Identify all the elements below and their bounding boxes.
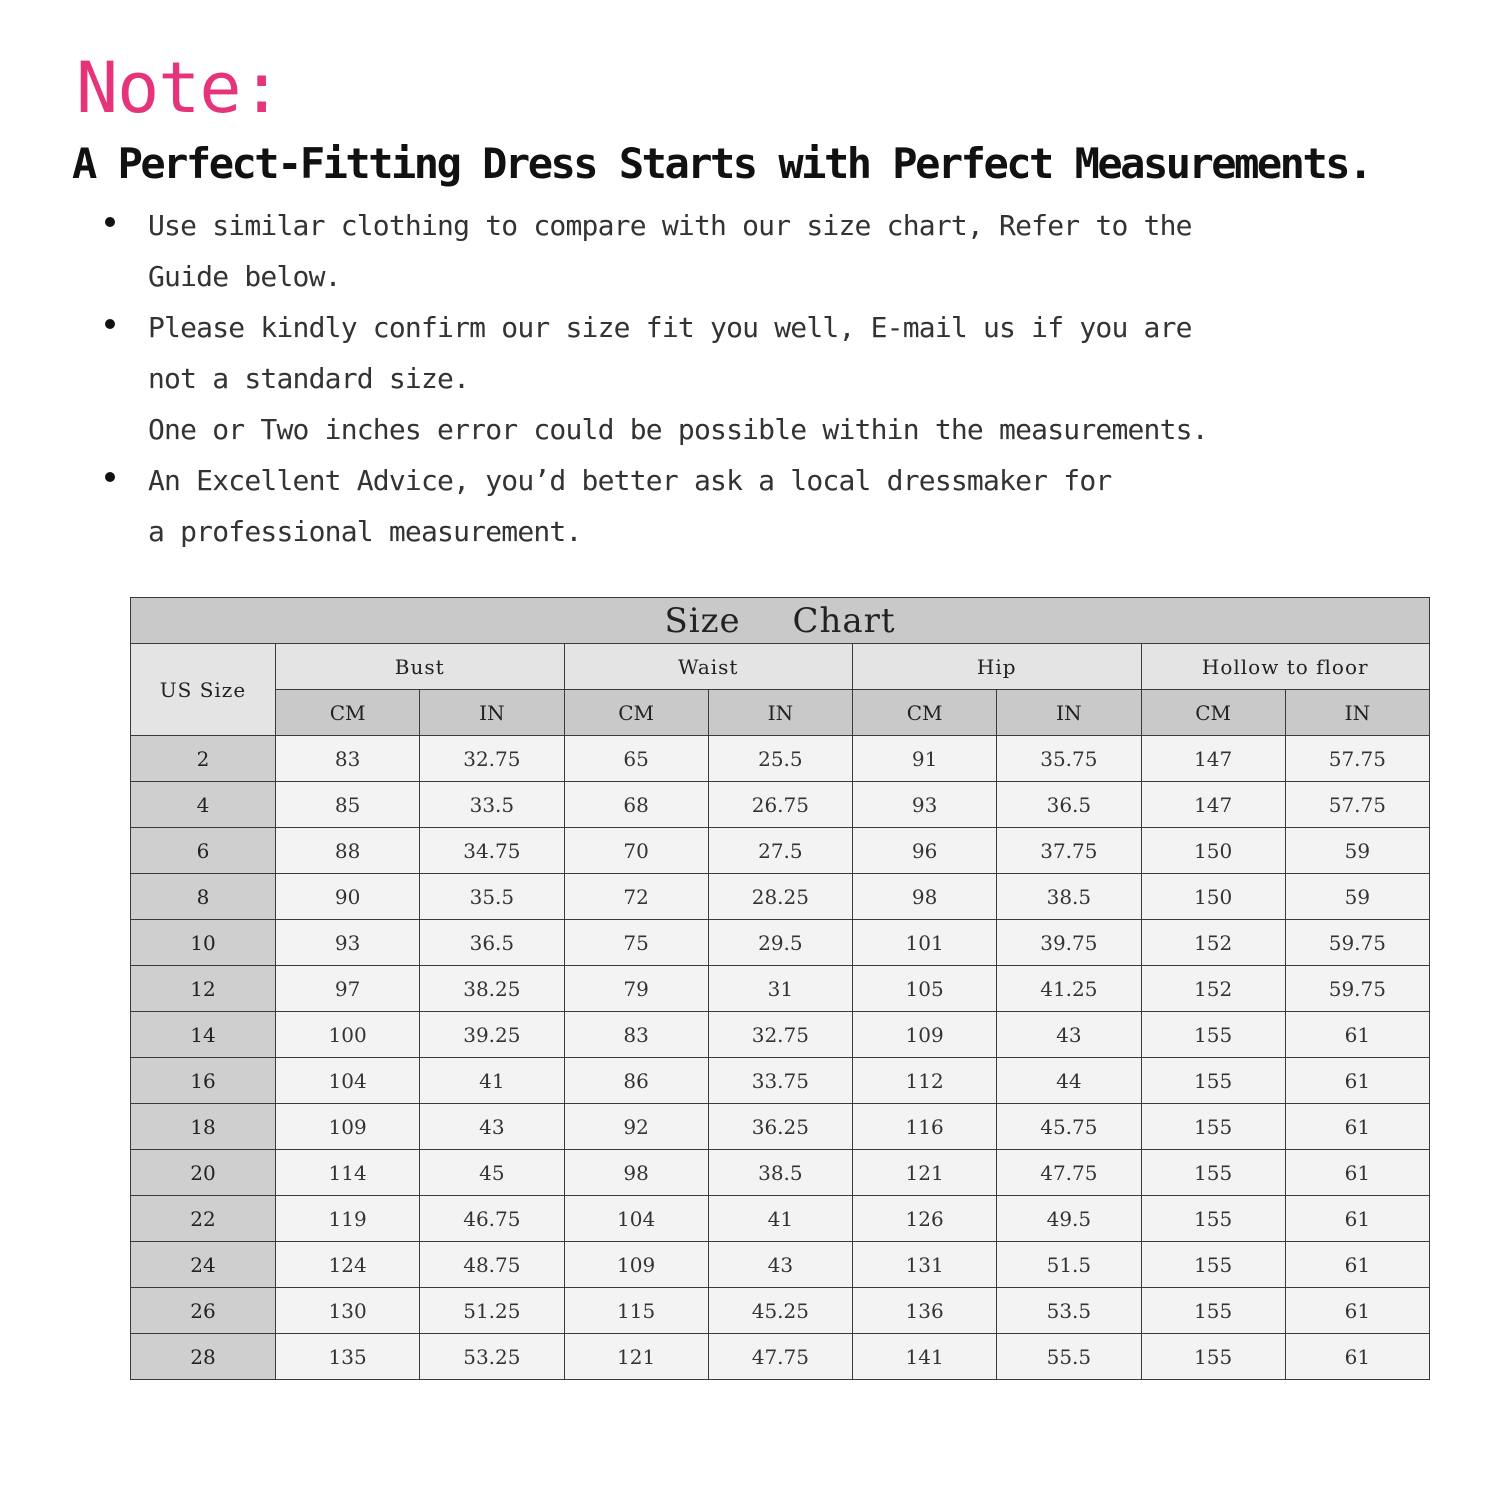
- unit-header-cm: CM: [276, 690, 420, 736]
- measurement-cell: 32.75: [420, 736, 564, 782]
- bullet-line: not a standard size.: [148, 362, 470, 395]
- measurement-cell: 38.5: [708, 1150, 852, 1196]
- us-size-cell: 22: [131, 1196, 276, 1242]
- measurement-cell: 155: [1141, 1104, 1285, 1150]
- measurement-cell: 29.5: [708, 920, 852, 966]
- measurement-cell: 37.75: [997, 828, 1141, 874]
- unit-header-cm: CM: [1141, 690, 1285, 736]
- measurement-cell: 26.75: [708, 782, 852, 828]
- measurement-cell: 104: [564, 1196, 708, 1242]
- bullet-line: Please kindly confirm our size fit you well, E-mail us if you are: [148, 311, 1192, 344]
- measurement-cell: 57.75: [1285, 736, 1429, 782]
- measurement-cell: 150: [1141, 828, 1285, 874]
- us-size-cell: 6: [131, 828, 276, 874]
- note-title: Note:: [76, 47, 282, 129]
- measurement-cell: 121: [564, 1334, 708, 1380]
- unit-header-in: IN: [1285, 690, 1429, 736]
- measurement-cell: 39.25: [420, 1012, 564, 1058]
- measurement-cell: 83: [564, 1012, 708, 1058]
- measurement-cell: 47.75: [997, 1150, 1141, 1196]
- measurement-cell: 28.25: [708, 874, 852, 920]
- measurement-cell: 83: [276, 736, 420, 782]
- measurement-cell: 91: [853, 736, 997, 782]
- measurement-cell: 59.75: [1285, 920, 1429, 966]
- measurement-cell: 32.75: [708, 1012, 852, 1058]
- unit-header-in: IN: [708, 690, 852, 736]
- size-chart: [130, 597, 1430, 1380]
- measurement-cell: 61: [1285, 1104, 1429, 1150]
- guidance-list: [105, 200, 1285, 557]
- measurement-cell: 147: [1141, 736, 1285, 782]
- measurement-cell: 115: [564, 1288, 708, 1334]
- table-row: [131, 1334, 1430, 1380]
- measurement-cell: 109: [853, 1012, 997, 1058]
- measurement-cell: 59.75: [1285, 966, 1429, 1012]
- measurement-cell: 68: [564, 782, 708, 828]
- headline: A Perfect-Fitting Dress Starts with Perfect Measurements.: [72, 139, 1371, 188]
- measurement-cell: 116: [853, 1104, 997, 1150]
- measurement-cell: 124: [276, 1242, 420, 1288]
- table-row: [131, 736, 1430, 782]
- bust-header: Bust: [276, 644, 565, 690]
- measurement-cell: 114: [276, 1150, 420, 1196]
- measurement-cell: 155: [1141, 1334, 1285, 1380]
- measurement-cell: 155: [1141, 1150, 1285, 1196]
- measurement-cell: 31: [708, 966, 852, 1012]
- measurement-cell: 45: [420, 1150, 564, 1196]
- measurement-cell: 36.5: [420, 920, 564, 966]
- measurement-cell: 155: [1141, 1058, 1285, 1104]
- bullet-line: Guide below.: [148, 260, 341, 293]
- bullet-line: An Excellent Advice, you’d better ask a local dressmaker for: [148, 464, 1112, 497]
- measurement-cell: 33.75: [708, 1058, 852, 1104]
- us-size-cell: 14: [131, 1012, 276, 1058]
- hollow-to-floor-header: Hollow to floor: [1141, 644, 1430, 690]
- measurement-cell: 35.5: [420, 874, 564, 920]
- measurement-cell: 46.75: [420, 1196, 564, 1242]
- measurement-cell: 98: [853, 874, 997, 920]
- measurement-cell: 92: [564, 1104, 708, 1150]
- table-row: [131, 874, 1430, 920]
- measurement-cell: 130: [276, 1288, 420, 1334]
- measurement-cell: 33.5: [420, 782, 564, 828]
- bullet-item: [105, 302, 1285, 455]
- measurement-cell: 44: [997, 1058, 1141, 1104]
- measurement-cell: 38.25: [420, 966, 564, 1012]
- unit-header-row: [131, 690, 1430, 736]
- measurement-cell: 49.5: [997, 1196, 1141, 1242]
- measurement-cell: 136: [853, 1288, 997, 1334]
- measurement-cell: 100: [276, 1012, 420, 1058]
- measurement-cell: 61: [1285, 1288, 1429, 1334]
- measurement-cell: 90: [276, 874, 420, 920]
- measurement-cell: 36.25: [708, 1104, 852, 1150]
- table-row: [131, 828, 1430, 874]
- bullet-dot-icon: [105, 319, 115, 329]
- table-row: [131, 1058, 1430, 1104]
- measurement-cell: 96: [853, 828, 997, 874]
- measurement-cell: 61: [1285, 1196, 1429, 1242]
- measurement-cell: 105: [853, 966, 997, 1012]
- measurement-cell: 141: [853, 1334, 997, 1380]
- measurement-cell: 65: [564, 736, 708, 782]
- table-row: [131, 1242, 1430, 1288]
- us-size-cell: 26: [131, 1288, 276, 1334]
- measurement-cell: 59: [1285, 874, 1429, 920]
- measurement-cell: 104: [276, 1058, 420, 1104]
- measurement-cell: 41.25: [997, 966, 1141, 1012]
- table-row: [131, 782, 1430, 828]
- us-size-cell: 20: [131, 1150, 276, 1196]
- bullet-dot-icon: [105, 472, 115, 482]
- measurement-cell: 109: [276, 1104, 420, 1150]
- measurement-cell: 53.5: [997, 1288, 1141, 1334]
- measurement-cell: 61: [1285, 1242, 1429, 1288]
- measurement-cell: 51.5: [997, 1242, 1141, 1288]
- measurement-cell: 93: [853, 782, 997, 828]
- measurement-cell: 53.25: [420, 1334, 564, 1380]
- measurement-cell: 147: [1141, 782, 1285, 828]
- us-size-cell: 12: [131, 966, 276, 1012]
- table-row: [131, 1288, 1430, 1334]
- us-size-cell: 8: [131, 874, 276, 920]
- bullet-item: [105, 200, 1285, 302]
- measurement-cell: 121: [853, 1150, 997, 1196]
- waist-header: Waist: [564, 644, 853, 690]
- measurement-cell: 25.5: [708, 736, 852, 782]
- hip-header: Hip: [853, 644, 1142, 690]
- measurement-cell: 70: [564, 828, 708, 874]
- measurement-cell: 27.5: [708, 828, 852, 874]
- us-size-header: US Size: [131, 644, 276, 736]
- measurement-cell: 152: [1141, 966, 1285, 1012]
- measurement-cell: 61: [1285, 1012, 1429, 1058]
- measurement-cell: 131: [853, 1242, 997, 1288]
- us-size-cell: 2: [131, 736, 276, 782]
- measurement-cell: 93: [276, 920, 420, 966]
- measurement-cell: 75: [564, 920, 708, 966]
- measurement-cell: 109: [564, 1242, 708, 1288]
- measurement-cell: 41: [420, 1058, 564, 1104]
- us-size-cell: 24: [131, 1242, 276, 1288]
- measurement-cell: 135: [276, 1334, 420, 1380]
- us-size-cell: 10: [131, 920, 276, 966]
- measurement-cell: 41: [708, 1196, 852, 1242]
- measurement-cell: 119: [276, 1196, 420, 1242]
- unit-header-cm: CM: [853, 690, 997, 736]
- table-row: [131, 1104, 1430, 1150]
- measurement-cell: 47.75: [708, 1334, 852, 1380]
- measurement-cell: 112: [853, 1058, 997, 1104]
- measurement-cell: 79: [564, 966, 708, 1012]
- table-row: [131, 1012, 1430, 1058]
- measurement-cell: 155: [1141, 1012, 1285, 1058]
- measurement-cell: 155: [1141, 1288, 1285, 1334]
- measurement-cell: 34.75: [420, 828, 564, 874]
- bullet-line: One or Two inches error could be possible within the measurements.: [148, 413, 1208, 446]
- us-size-cell: 4: [131, 782, 276, 828]
- measurement-cell: 155: [1141, 1196, 1285, 1242]
- unit-header-in: IN: [420, 690, 564, 736]
- measurement-cell: 48.75: [420, 1242, 564, 1288]
- measurement-cell: 43: [420, 1104, 564, 1150]
- bullet-dot-icon: [105, 217, 115, 227]
- size-chart-caption: Size Chart: [131, 598, 1430, 644]
- measurement-cell: 45.25: [708, 1288, 852, 1334]
- measurement-cell: 86: [564, 1058, 708, 1104]
- table-row: [131, 1196, 1430, 1242]
- table-row: [131, 1150, 1430, 1196]
- measurement-cell: 38.5: [997, 874, 1141, 920]
- measurement-cell: 97: [276, 966, 420, 1012]
- us-size-cell: 16: [131, 1058, 276, 1104]
- us-size-cell: 28: [131, 1334, 276, 1380]
- measurement-cell: 61: [1285, 1150, 1429, 1196]
- bullet-item: [105, 455, 1285, 557]
- measurement-cell: 61: [1285, 1334, 1429, 1380]
- measurement-cell: 98: [564, 1150, 708, 1196]
- measurement-cell: 39.75: [997, 920, 1141, 966]
- measurement-cell: 126: [853, 1196, 997, 1242]
- measurement-cell: 51.25: [420, 1288, 564, 1334]
- bullet-line: a professional measurement.: [148, 515, 582, 548]
- measurement-cell: 59: [1285, 828, 1429, 874]
- size-chart-table: [130, 597, 1430, 1380]
- measurement-cell: 43: [708, 1242, 852, 1288]
- measurement-cell: 85: [276, 782, 420, 828]
- measurement-cell: 152: [1141, 920, 1285, 966]
- measurement-cell: 43: [997, 1012, 1141, 1058]
- table-row: [131, 920, 1430, 966]
- measurement-cell: 57.75: [1285, 782, 1429, 828]
- table-row: [131, 966, 1430, 1012]
- measurement-cell: 101: [853, 920, 997, 966]
- measurement-cell: 35.75: [997, 736, 1141, 782]
- measurement-cell: 88: [276, 828, 420, 874]
- unit-header-in: IN: [997, 690, 1141, 736]
- measurement-cell: 36.5: [997, 782, 1141, 828]
- measurement-cell: 45.75: [997, 1104, 1141, 1150]
- us-size-cell: 18: [131, 1104, 276, 1150]
- measurement-cell: 150: [1141, 874, 1285, 920]
- unit-header-cm: CM: [564, 690, 708, 736]
- bullet-line: Use similar clothing to compare with our size chart, Refer to the: [148, 209, 1192, 242]
- measurement-cell: 55.5: [997, 1334, 1141, 1380]
- size-table-body: [131, 736, 1430, 1380]
- measurement-cell: 61: [1285, 1058, 1429, 1104]
- measurement-cell: 72: [564, 874, 708, 920]
- measurement-cell: 155: [1141, 1242, 1285, 1288]
